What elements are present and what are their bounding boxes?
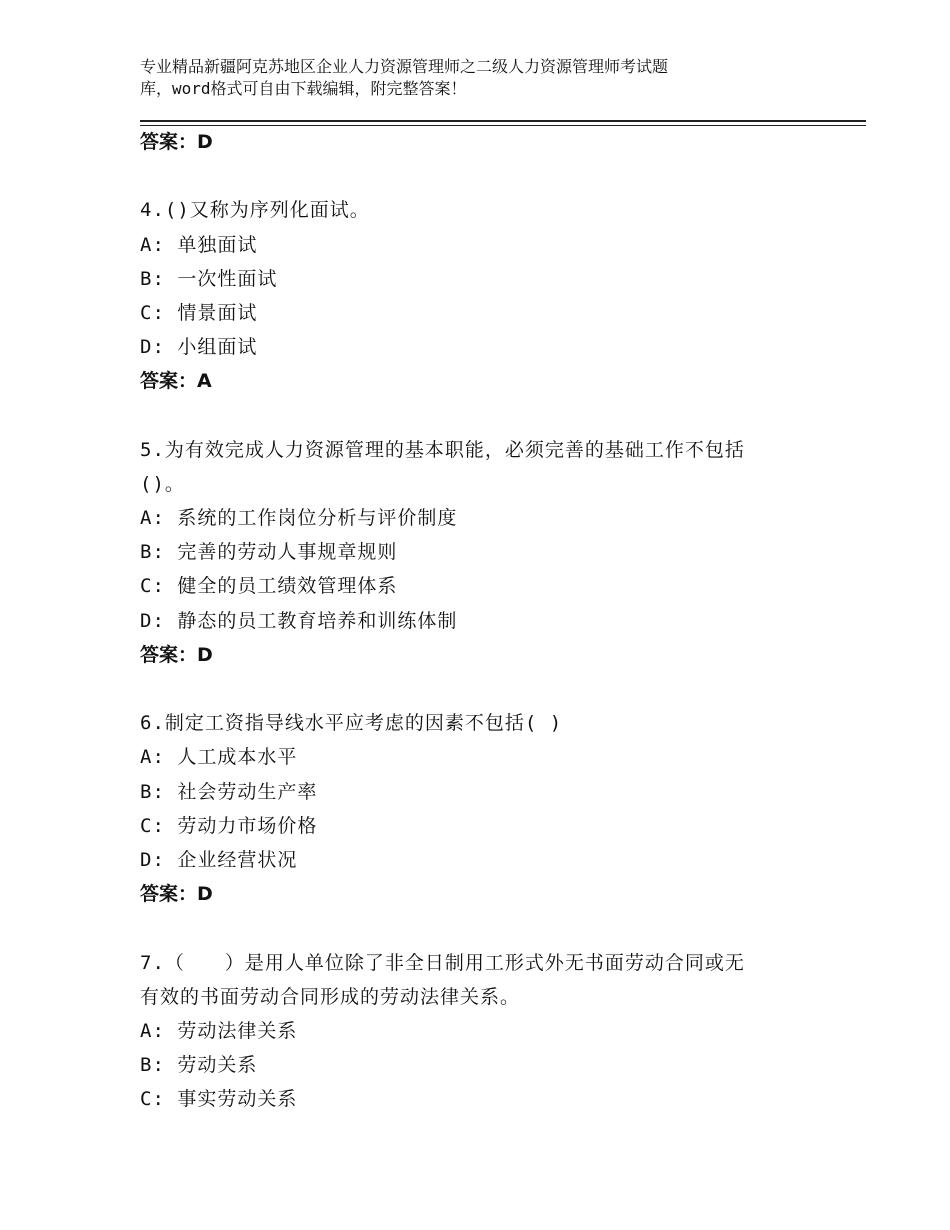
answer-label: 答案：A: [140, 370, 212, 393]
option-a: A: 系统的工作岗位分析与评价制度: [140, 507, 458, 530]
option-d: D: 静态的员工教育培养和训练体制: [140, 609, 458, 632]
option-d: D: 企业经营状况: [140, 848, 298, 871]
question-stem: 5.为有效完成人力资源管理的基本职能，必须完善的基础工作不包括: [140, 438, 745, 461]
option-b: B: 完善的劳动人事规章规则: [140, 541, 398, 564]
header-title-line-1: 专业精品新疆阿克苏地区企业人力资源管理师之二级人力资源管理师考试题: [140, 57, 669, 76]
option-d: D: 小组面试: [140, 336, 258, 359]
spacer: [140, 159, 840, 193]
spacer: [140, 399, 840, 433]
option-b: B: 劳动关系: [140, 1054, 258, 1077]
option-b: B: 一次性面试: [140, 267, 278, 290]
option-a: A: 单独面试: [140, 233, 258, 256]
header-title-line-2: 库，word格式可自由下载编辑，附完整答案！: [140, 79, 467, 98]
option-a: A: 人工成本水平: [140, 746, 298, 769]
answer-label: 答案：D: [140, 883, 213, 906]
option-b: B: 社会劳动生产率: [140, 780, 318, 803]
question-4: [140, 193, 840, 398]
question-7: [140, 946, 840, 1117]
option-c: C: 健全的员工绩效管理体系: [140, 575, 398, 598]
question-stem: 4.()又称为序列化面试。: [140, 199, 370, 222]
question-5: [140, 433, 840, 672]
question-stem: 6.制定工资指导线水平应考虑的因素不包括( ): [140, 712, 563, 735]
option-a: A: 劳动法律关系: [140, 1019, 298, 1042]
option-c: C: 情景面试: [140, 301, 258, 324]
question-stem: 7.（ ）是用人单位除了非全日制用工形式外无书面劳动合同或无: [140, 951, 745, 974]
page-header: [140, 56, 840, 100]
question-stem-continued: ()。: [140, 472, 185, 495]
answer-label: 答案：D: [140, 643, 213, 666]
question-stem-continued: 有效的书面劳动合同形成的劳动法律关系。: [140, 985, 521, 1008]
spacer: [140, 672, 840, 706]
question-6: [140, 706, 840, 911]
header-divider-thick: [140, 120, 866, 122]
previous-answer: 答案：D: [140, 131, 213, 153]
spacer: [140, 911, 840, 945]
option-c: C: 事实劳动关系: [140, 1088, 298, 1111]
option-c: C: 劳动力市场价格: [140, 814, 318, 837]
question-list: [140, 125, 840, 1116]
